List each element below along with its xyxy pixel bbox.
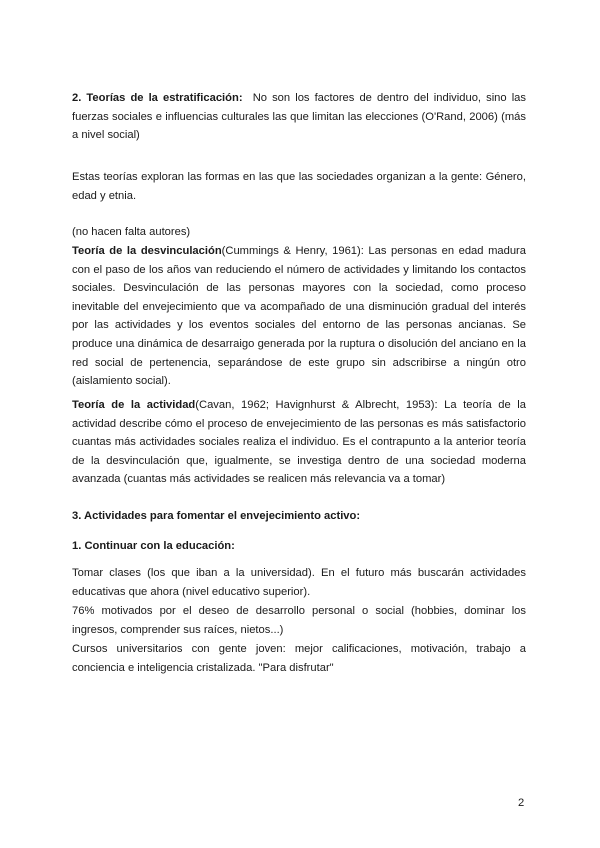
section-3-heading-text: 3. Actividades para fomentar el envejecimiento activo: [72, 510, 361, 522]
actividad-paragraph [72, 396, 526, 489]
estas-teorias-paragraph: Estas teorías exploran las formas en las que las sociedades organizan a la gente: Género, edad y etnia. [72, 171, 526, 202]
section-2-paragraph [72, 89, 526, 145]
autores-note: (no hacen falta autores) [72, 226, 191, 238]
desvinculacion-title: Teoría de la desvinculación [72, 245, 222, 257]
section-3-1-heading-text: 1. Continuar con la educación: [72, 540, 235, 552]
section-2-text: No son los factores de dentro del individuo, sino las fuerzas sociales e influencias culturales las que limitan las elecciones (O'Rand, 2006) (más a nivel social) [72, 92, 526, 142]
page-number: 2 [518, 797, 525, 809]
actividad-title: Teoría de la actividad [72, 399, 196, 411]
desvinculacion-text: (Cummings & Henry, 1961): Las personas en edad madura con el paso de los años van reduciendo el número de actividades y limitando los contactos sociales. Desvinculación de las personas mayores con la sociedad, como proceso inevitable del envejecimiento que va acompañado de una disminución gradual del interés por las actividades y los eventos sociales del entorno de las personas ancianas. Se produce una dinámica de desarraigo generada por la ruptura o disolución del anciano en la red social de pertenencia, separándose de este grupo sin adscribirse a ningún otro (aislamiento social). [72, 245, 526, 388]
section-3-heading [72, 507, 526, 526]
section-2-heading: 2. Teorías de la estratificación: [72, 92, 243, 104]
cursos-paragraph: Cursos universitarios con gente joven: mejor calificaciones, motivación, trabajo a conciencia e inteligencia cristalizada. "Para disfrutar" [72, 643, 526, 674]
desvinculacion-paragraph [72, 242, 526, 391]
motivados-paragraph: 76% motivados por el deseo de desarrollo personal o social (hobbies, dominar los ingresos, comprender sus raíces, nietos...) [72, 605, 526, 636]
actividad-text: (Cavan, 1962; Havignhurst & Albrecht, 1953): La teoría de la actividad describe cómo el proceso de envejecimiento de las personas es más satisfactorio cuantas más actividades sociales realiza el individuo. Es el contrapunto a la anterior teoría de la desvinculación que, igualmente, se investiga dentro de una sociedad moderna avanzada (cuantas más actividades se realicen más relevancia va a tomar) [72, 399, 526, 486]
section-3-1-heading [72, 537, 526, 556]
tomar-clases-paragraph: Tomar clases (los que iban a la universidad). En el futuro más buscarán actividades educativas que ahora (nivel educativo superior). [72, 567, 526, 598]
